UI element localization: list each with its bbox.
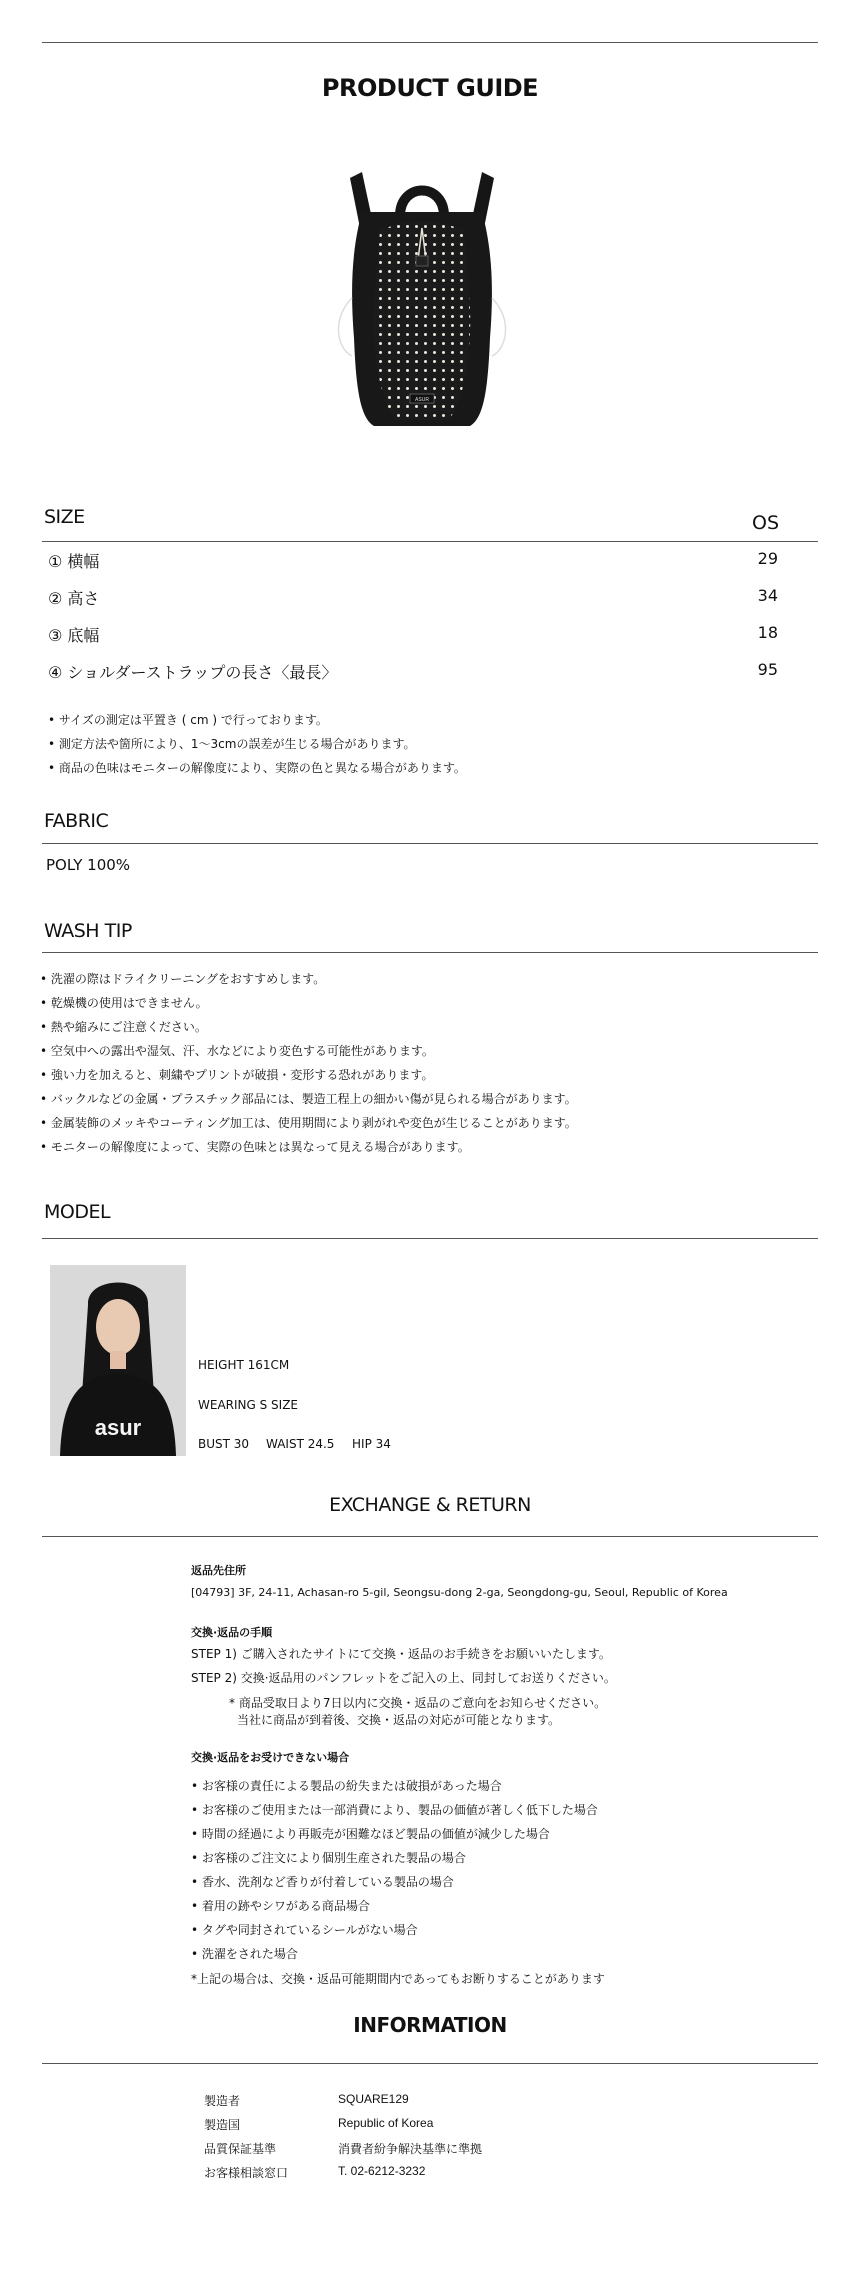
fabric-title: FABRIC: [44, 810, 109, 832]
size-divider: [42, 541, 818, 542]
size-note: • 商品の色味はモニターの解像度により、実際の色と異なる場合があります。: [48, 761, 466, 775]
size-row-value: 29: [757, 549, 778, 568]
size-row-label: ② 高さ: [48, 589, 100, 608]
step-note: * 商品受取日より7日以内に交換・返品のご意向をお知らせください。: [229, 1696, 607, 1710]
wash-tip-item: • バックルなどの金属・プラスチック部品には、製造工程上の細かい傷が見られる場合があります。: [40, 1092, 577, 1106]
size-note: • サイズの測定は平置き ( cm ) で行っております。: [48, 713, 328, 727]
info-value: Republic of Korea: [338, 2116, 434, 2130]
not-accepted-list: [191, 1774, 598, 1966]
size-row: [48, 660, 778, 683]
size-note: • 測定方法や箇所により、1〜3cmの誤差が生じる場合があります。: [48, 737, 416, 751]
procedure-heading: 交換·返品の手順: [191, 1626, 273, 1639]
not-accepted-item: • 洗濯をされた場合: [191, 1947, 298, 1961]
info-label: 製造国: [204, 2118, 241, 2132]
size-row-label: ④ ショルダーストラップの長さ〈最長〉: [48, 663, 338, 682]
model-divider: [42, 1238, 818, 1239]
exchange-footnote: *上記の場合は、交換・返品可能期間内であってもお断りすることがあります: [191, 1972, 605, 1986]
size-row: [48, 623, 778, 646]
fabric-value: POLY 100%: [46, 856, 131, 874]
model-wearing: WEARING S SIZE: [198, 1398, 299, 1412]
wash-tip-item: • 乾燥機の使用はできません。: [40, 996, 208, 1010]
fabric-divider: [42, 843, 818, 844]
step-note: 当社に商品が到着後、交換・返品の対応が可能となります。: [237, 1713, 561, 1727]
wash-tip-item: • モニターの解像度によって、実際の色味とは異なって見える場合があります。: [40, 1140, 470, 1154]
not-accepted-item: • タグや同封されているシールがない場合: [191, 1923, 418, 1937]
model-photo: [50, 1265, 186, 1456]
return-address: [04793] 3F, 24-11, Achasan-ro 5-gil, Seongsu-dong 2-ga, Seongdong-gu, Seoul, Republic of Korea: [191, 1586, 728, 1599]
wash-tip-item: • 洗濯の際はドライクリーニングをおすすめします。: [40, 972, 326, 986]
size-row-label: ① 横幅: [48, 552, 100, 571]
model-height: HEIGHT 161CM: [198, 1358, 290, 1372]
model-hip: HIP 34: [352, 1437, 391, 1451]
size-row: [48, 586, 778, 609]
not-accepted-item: • 香水、洗剤など香りが付着している製品の場合: [191, 1875, 454, 1889]
info-value: SQUARE129: [338, 2092, 409, 2106]
shirt-logo: asur: [94, 1415, 142, 1440]
size-row-value: 18: [757, 623, 778, 642]
not-accepted-heading: 交換·返品をお受けできない場合: [191, 1751, 350, 1764]
wash-tip-item: • 空気中への露出や湿気、汗、水などにより変色する可能性があります。: [40, 1044, 434, 1058]
info-label: お客様相談窓口: [204, 2166, 289, 2180]
wash-tip-list: [40, 967, 577, 1159]
model-waist: WAIST 24.5: [266, 1437, 335, 1451]
size-title: SIZE: [44, 506, 85, 528]
wash-tip-item: • 強い力を加えると、刺繍やプリントが破損・変形する恐れがあります。: [40, 1068, 434, 1082]
information-title: INFORMATION: [353, 2013, 507, 2037]
info-value: 消費者紛争解決基準に準拠: [338, 2142, 483, 2156]
wash-tip-divider: [42, 952, 818, 953]
model-title: MODEL: [44, 1201, 111, 1223]
size-row: [48, 549, 778, 572]
not-accepted-item: • 着用の跡やシワがある商品場合: [191, 1899, 370, 1913]
size-row-value: 95: [757, 660, 778, 679]
bag-logo: ASUR: [415, 397, 429, 403]
model-bust: BUST 30: [198, 1437, 250, 1451]
size-row-value: 34: [757, 586, 778, 605]
size-row-label: ③ 底幅: [48, 626, 100, 645]
not-accepted-item: • お客様の責任による製品の紛失または破損があった場合: [191, 1779, 502, 1793]
product-image: [322, 168, 522, 438]
info-label: 製造者: [204, 2094, 241, 2108]
step-2: STEP 2) 交換·返品用のパンフレットをご記入の上、同封してお送りください。: [191, 1671, 616, 1685]
exchange-divider: [42, 1536, 818, 1537]
wash-tip-item: • 熱や縮みにご注意ください。: [40, 1020, 207, 1034]
size-column-header: OS: [752, 512, 780, 534]
address-heading: 返品先住所: [191, 1564, 246, 1577]
not-accepted-item: • お客様のご注文により個別生産された製品の場合: [191, 1851, 466, 1865]
size-notes: [48, 708, 466, 780]
wash-tip-item: • 金属装飾のメッキやコーティング加工は、使用期間により剥がれや変色が生じることがあります。: [40, 1116, 577, 1130]
not-accepted-item: • お客様のご使用または一部消費により、製品の価値が著しく低下した場合: [191, 1803, 598, 1817]
info-value: T. 02-6212-3232: [338, 2164, 426, 2178]
info-label: 品質保証基準: [204, 2142, 277, 2156]
information-divider: [42, 2063, 818, 2064]
not-accepted-item: • 時間の経過により再販売が困難なほど製品の価値が減少した場合: [191, 1827, 550, 1841]
wash-tip-title: WASH TIP: [44, 920, 132, 942]
product-guide-title: PRODUCT GUIDE: [321, 74, 539, 102]
top-divider: [42, 42, 818, 43]
exchange-title: EXCHANGE & RETURN: [329, 1494, 531, 1516]
step-1: STEP 1) ご購入されたサイトにて交換・返品のお手続きをお願いいたします。: [191, 1647, 611, 1661]
